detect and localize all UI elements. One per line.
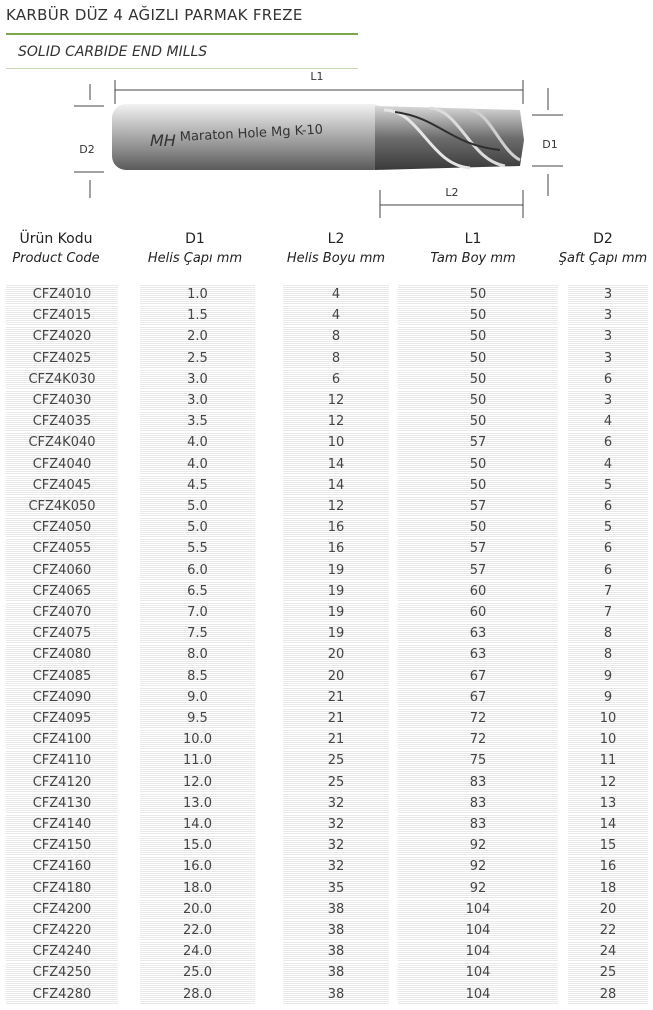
cell-d2: 9 — [568, 666, 648, 687]
cell-l1: 50 — [398, 390, 558, 411]
cell-d2: 22 — [568, 920, 648, 941]
cell-d1: 5.5 — [140, 538, 255, 559]
cell-d2: 13 — [568, 793, 648, 814]
header-subtitle: Helis Boyu mm — [286, 251, 386, 266]
cell-d2: 28 — [568, 984, 648, 1005]
cell-l2: 8 — [283, 348, 389, 369]
cell-l2: 19 — [283, 581, 389, 602]
table-row — [0, 666, 653, 687]
dimension-l1 — [115, 70, 523, 104]
cell-d1: 6.0 — [140, 560, 255, 581]
cell-product-code: CFZ4070 — [6, 602, 118, 623]
cell-product-code: CFZ4040 — [6, 454, 118, 475]
cell-d1: 3.0 — [140, 390, 255, 411]
cell-d1: 2.0 — [140, 326, 255, 347]
cell-d2: 11 — [568, 750, 648, 771]
table-row — [0, 560, 653, 581]
cell-d1: 24.0 — [140, 941, 255, 962]
label-d1: D1 — [542, 138, 558, 151]
cell-l2: 14 — [283, 454, 389, 475]
cell-l2: 16 — [283, 517, 389, 538]
cell-d1: 9.0 — [140, 687, 255, 708]
cell-l1: 72 — [398, 708, 558, 729]
table-row — [0, 708, 653, 729]
cell-d1: 4.5 — [140, 475, 255, 496]
cell-d2: 7 — [568, 581, 648, 602]
table-row — [0, 772, 653, 793]
cell-d1: 2.5 — [140, 348, 255, 369]
table-row — [0, 369, 653, 390]
cell-d1: 7.0 — [140, 602, 255, 623]
cell-l1: 104 — [398, 941, 558, 962]
cell-l1: 50 — [398, 369, 558, 390]
cell-l2: 38 — [283, 899, 389, 920]
cell-d1: 18.0 — [140, 878, 255, 899]
cell-d2: 20 — [568, 899, 648, 920]
cell-product-code: CFZ4K030 — [6, 369, 118, 390]
cell-d2: 8 — [568, 644, 648, 665]
table-row — [0, 348, 653, 369]
table-row — [0, 475, 653, 496]
cell-d1: 25.0 — [140, 962, 255, 983]
cell-product-code: CFZ4050 — [6, 517, 118, 538]
table-row — [0, 538, 653, 559]
table-row — [0, 687, 653, 708]
cell-l1: 63 — [398, 623, 558, 644]
cell-d2: 18 — [568, 878, 648, 899]
cell-l2: 25 — [283, 750, 389, 771]
cell-l2: 12 — [283, 411, 389, 432]
table-row — [0, 729, 653, 750]
cell-l2: 12 — [283, 390, 389, 411]
cell-d2: 9 — [568, 687, 648, 708]
cell-l2: 8 — [283, 326, 389, 347]
cell-d2: 3 — [568, 348, 648, 369]
cell-l1: 104 — [398, 962, 558, 983]
cell-l1: 50 — [398, 326, 558, 347]
header-title: L2 — [327, 231, 345, 247]
cell-l1: 50 — [398, 454, 558, 475]
cell-d2: 7 — [568, 602, 648, 623]
cell-l1: 83 — [398, 772, 558, 793]
cell-l1: 60 — [398, 581, 558, 602]
cell-l2: 19 — [283, 623, 389, 644]
cell-l1: 92 — [398, 835, 558, 856]
cell-product-code: CFZ4020 — [6, 326, 118, 347]
cell-l2: 32 — [283, 793, 389, 814]
cell-l2: 19 — [283, 602, 389, 623]
dimension-d2 — [74, 84, 104, 198]
header-d1 — [130, 230, 260, 268]
cell-product-code: CFZ4085 — [6, 666, 118, 687]
cell-l2: 25 — [283, 772, 389, 793]
cell-l2: 38 — [283, 962, 389, 983]
label-l2: L2 — [445, 186, 459, 199]
table-row — [0, 496, 653, 517]
cell-l1: 63 — [398, 644, 558, 665]
cell-d1: 5.0 — [140, 517, 255, 538]
cell-l1: 57 — [398, 538, 558, 559]
cell-d1: 8.0 — [140, 644, 255, 665]
page-subtitle: SOLID CARBIDE END MILLS — [18, 44, 208, 60]
cell-l1: 72 — [398, 729, 558, 750]
table-row — [0, 284, 653, 305]
table-row — [0, 856, 653, 877]
cell-product-code: CFZ4075 — [6, 623, 118, 644]
cell-l2: 4 — [283, 305, 389, 326]
cell-l2: 20 — [283, 666, 389, 687]
table-row — [0, 432, 653, 453]
cell-d2: 6 — [568, 496, 648, 517]
cell-d2: 5 — [568, 517, 648, 538]
cell-product-code: CFZ4160 — [6, 856, 118, 877]
cell-product-code: CFZ4180 — [6, 878, 118, 899]
cell-l1: 67 — [398, 666, 558, 687]
cell-l1: 57 — [398, 432, 558, 453]
header-subtitle: Tam Boy mm — [430, 251, 516, 266]
cell-d2: 3 — [568, 390, 648, 411]
cell-l2: 35 — [283, 878, 389, 899]
cell-d1: 5.0 — [140, 496, 255, 517]
cell-l1: 67 — [398, 687, 558, 708]
cell-product-code: CFZ4220 — [6, 920, 118, 941]
cell-product-code: CFZ4240 — [6, 941, 118, 962]
cell-l1: 92 — [398, 856, 558, 877]
cell-d1: 20.0 — [140, 899, 255, 920]
cell-l2: 32 — [283, 814, 389, 835]
cell-l1: 50 — [398, 284, 558, 305]
cell-l1: 104 — [398, 984, 558, 1005]
cell-product-code: CFZ4030 — [6, 390, 118, 411]
cell-product-code: CFZ4K050 — [6, 496, 118, 517]
cell-l2: 32 — [283, 856, 389, 877]
table-row — [0, 326, 653, 347]
cell-d1: 1.0 — [140, 284, 255, 305]
cell-l2: 4 — [283, 284, 389, 305]
cell-d2: 24 — [568, 941, 648, 962]
cell-product-code: CFZ4140 — [6, 814, 118, 835]
cell-l1: 104 — [398, 920, 558, 941]
cell-d2: 10 — [568, 708, 648, 729]
cell-d2: 3 — [568, 305, 648, 326]
table-row — [0, 899, 653, 920]
cell-l2: 12 — [283, 496, 389, 517]
cell-product-code: CFZ4015 — [6, 305, 118, 326]
cell-d2: 6 — [568, 538, 648, 559]
cell-d1: 12.0 — [140, 772, 255, 793]
cell-d2: 6 — [568, 369, 648, 390]
cell-l2: 38 — [283, 941, 389, 962]
dimension-l2 — [380, 186, 523, 218]
cell-product-code: CFZ4280 — [6, 984, 118, 1005]
cell-l1: 104 — [398, 899, 558, 920]
cell-l1: 83 — [398, 793, 558, 814]
table-row — [0, 390, 653, 411]
cell-product-code: CFZ4025 — [6, 348, 118, 369]
table-row — [0, 814, 653, 835]
header-d2 — [553, 230, 653, 268]
cell-l2: 21 — [283, 729, 389, 750]
cell-product-code: CFZ4095 — [6, 708, 118, 729]
cell-l2: 10 — [283, 432, 389, 453]
cell-d1: 1.5 — [140, 305, 255, 326]
cell-product-code: CFZ4250 — [6, 962, 118, 983]
shank-engraving: Maraton Hole Mg K-10 — [179, 122, 324, 145]
cell-d1: 3.5 — [140, 411, 255, 432]
header-l1 — [403, 230, 543, 268]
header-subtitle: Helis Çapı mm — [147, 251, 243, 266]
logo-mark: MH — [150, 131, 176, 150]
cell-product-code: CFZ4065 — [6, 581, 118, 602]
cell-product-code: CFZ4150 — [6, 835, 118, 856]
cell-d1: 6.5 — [140, 581, 255, 602]
table-row — [0, 411, 653, 432]
cell-product-code: CFZ4100 — [6, 729, 118, 750]
table-row — [0, 623, 653, 644]
cell-d2: 4 — [568, 411, 648, 432]
cell-d2: 14 — [568, 814, 648, 835]
cell-product-code: CFZ4200 — [6, 899, 118, 920]
table-row — [0, 750, 653, 771]
cell-d1: 28.0 — [140, 984, 255, 1005]
cell-d1: 11.0 — [140, 750, 255, 771]
header-title: D2 — [593, 231, 613, 247]
cell-d2: 3 — [568, 284, 648, 305]
cell-d1: 13.0 — [140, 793, 255, 814]
cell-d2: 16 — [568, 856, 648, 877]
table-row — [0, 878, 653, 899]
cell-d2: 6 — [568, 560, 648, 581]
cell-l1: 60 — [398, 602, 558, 623]
cell-product-code: CFZ4090 — [6, 687, 118, 708]
cell-l2: 19 — [283, 560, 389, 581]
cell-d2: 3 — [568, 326, 648, 347]
cell-d1: 14.0 — [140, 814, 255, 835]
cell-l2: 6 — [283, 369, 389, 390]
cell-product-code: CFZ4045 — [6, 475, 118, 496]
cell-l1: 50 — [398, 475, 558, 496]
table-row — [0, 920, 653, 941]
header-subtitle: Şaft Çapı mm — [558, 251, 648, 266]
cell-l1: 50 — [398, 411, 558, 432]
cell-d2: 5 — [568, 475, 648, 496]
cell-l2: 21 — [283, 687, 389, 708]
header-subtitle: Product Code — [12, 251, 100, 266]
cell-l2: 21 — [283, 708, 389, 729]
cell-d1: 22.0 — [140, 920, 255, 941]
label-l1: L1 — [310, 70, 324, 83]
cell-d1: 4.0 — [140, 432, 255, 453]
cell-d1: 8.5 — [140, 666, 255, 687]
cell-d1: 4.0 — [140, 454, 255, 475]
cell-l2: 32 — [283, 835, 389, 856]
cell-l2: 14 — [283, 475, 389, 496]
cell-l1: 75 — [398, 750, 558, 771]
cell-d1: 3.0 — [140, 369, 255, 390]
header-l2 — [273, 230, 399, 268]
cell-l1: 50 — [398, 348, 558, 369]
header-title: L1 — [464, 231, 482, 247]
cell-product-code: CFZ4010 — [6, 284, 118, 305]
table-row — [0, 517, 653, 538]
cell-product-code: CFZ4060 — [6, 560, 118, 581]
cell-d1: 9.5 — [140, 708, 255, 729]
table-row — [0, 602, 653, 623]
cell-d1: 10.0 — [140, 729, 255, 750]
table-row — [0, 793, 653, 814]
cell-l2: 20 — [283, 644, 389, 665]
cell-d2: 4 — [568, 454, 648, 475]
header-title: D1 — [185, 231, 205, 247]
cell-product-code: CFZ4035 — [6, 411, 118, 432]
title-underline — [6, 33, 358, 35]
table-row — [0, 941, 653, 962]
cell-l2: 16 — [283, 538, 389, 559]
cell-l1: 83 — [398, 814, 558, 835]
header-title: Ürün Kodu — [19, 231, 93, 247]
cell-d1: 15.0 — [140, 835, 255, 856]
label-d2: D2 — [79, 143, 95, 156]
cell-d2: 12 — [568, 772, 648, 793]
cell-product-code: CFZ4080 — [6, 644, 118, 665]
table-row — [0, 984, 653, 1005]
table-row — [0, 305, 653, 326]
cell-l1: 50 — [398, 305, 558, 326]
table-row — [0, 962, 653, 983]
cell-d2: 6 — [568, 432, 648, 453]
cell-l1: 50 — [398, 517, 558, 538]
cell-l2: 38 — [283, 920, 389, 941]
cell-d2: 15 — [568, 835, 648, 856]
cell-product-code: CFZ4K040 — [6, 432, 118, 453]
cell-product-code: CFZ4055 — [6, 538, 118, 559]
cell-d1: 7.5 — [140, 623, 255, 644]
cell-product-code: CFZ4110 — [6, 750, 118, 771]
table-row — [0, 454, 653, 475]
cell-l1: 92 — [398, 878, 558, 899]
cell-l1: 57 — [398, 560, 558, 581]
cell-d2: 10 — [568, 729, 648, 750]
cell-d1: 16.0 — [140, 856, 255, 877]
dimension-d1 — [532, 88, 563, 196]
cell-product-code: CFZ4130 — [6, 793, 118, 814]
table-row — [0, 835, 653, 856]
cell-d2: 25 — [568, 962, 648, 983]
end-mill-drawing — [0, 60, 653, 230]
table-row — [0, 644, 653, 665]
table-row — [0, 581, 653, 602]
page-title: KARBÜR DÜZ 4 AĞIZLI PARMAK FREZE — [6, 6, 303, 24]
cell-d2: 8 — [568, 623, 648, 644]
cell-product-code: CFZ4120 — [6, 772, 118, 793]
cell-l2: 38 — [283, 984, 389, 1005]
cell-l1: 57 — [398, 496, 558, 517]
header-product-code — [0, 230, 112, 268]
